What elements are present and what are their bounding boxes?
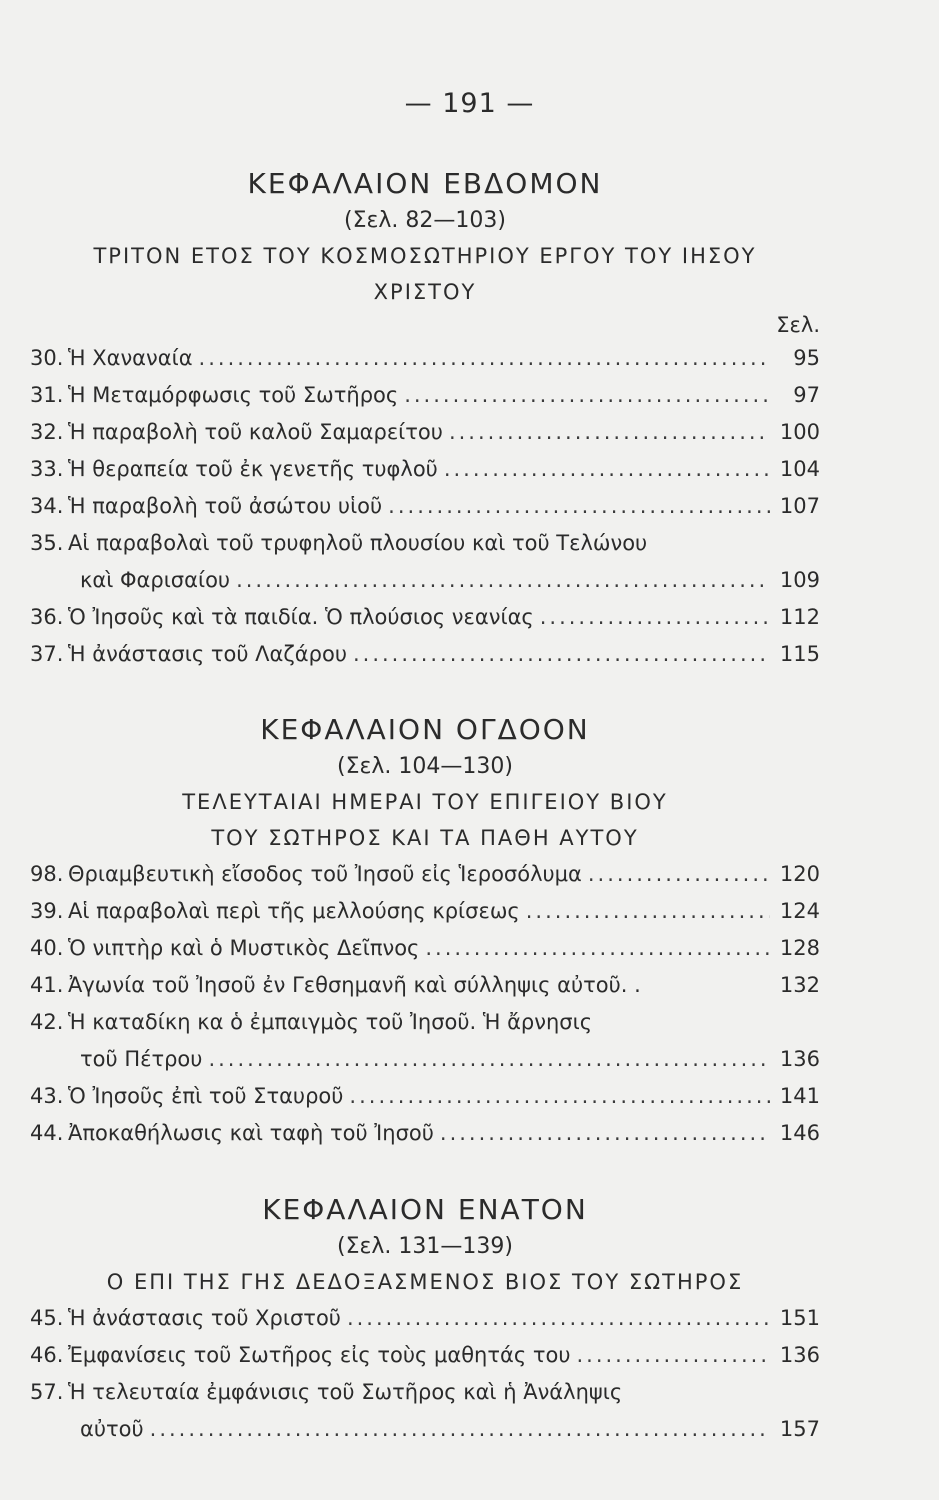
toc-entry — [30, 636, 820, 673]
entry-title: Ἡ ἀνάστασις τοῦ Λαζάρου — [68, 642, 347, 666]
dot-leader — [444, 451, 770, 488]
chapter-subtitle: Ο ΕΠΙ ΤΗΣ ΓΗΣ ΔΕΔΟΞΑΣΜΕΝΟΣ ΒΙΟΣ ΤΟΥ ΣΩΤΗΡΟΣ — [106, 1270, 744, 1294]
entry-number: 33. — [30, 457, 64, 481]
toc-entry — [30, 377, 820, 414]
chapter-subtitle: ΤΡΙΤΟΝ ΕΤΟΣ ΤΟΥ ΚΟΣΜΟΣΩΤΗΡΙΟΥ ΕΡΓΟΥ ΤΟΥ ΙΗΣΟΥ — [93, 244, 757, 268]
entry-title: Ἀγωνία τοῦ Ἰησοῦ ἐν Γεθσημανῆ καὶ σύλληψις αὐτοῦ. . — [68, 973, 641, 997]
entry-page: 151 — [779, 1306, 820, 1330]
entry-title: Ἡ παραβολὴ τοῦ ἀσώτου υἱοῦ — [68, 494, 383, 518]
entry-title: Ὁ Ἰησοῦς καὶ τὰ παιδία. Ὁ πλούσιος νεανίας — [68, 605, 534, 629]
entry-title: Ἡ τελευταία ἐμφάνισις τοῦ Σωτῆρος καὶ ἡ Ἀνάληψις — [68, 1380, 623, 1404]
toc-entry — [30, 893, 820, 930]
entry-title: Ὁ Ἰησοῦς ἐπὶ τοῦ Σταυροῦ — [68, 1084, 344, 1108]
entry-page: 115 — [779, 642, 820, 666]
toc-entry — [30, 599, 820, 636]
entry-page: 136 — [779, 1047, 820, 1071]
entry-title: Ἀποκαθήλωσις καὶ ταφὴ τοῦ Ἰησοῦ — [68, 1121, 434, 1145]
entry-title: Ὁ νιπτὴρ καὶ ὁ Μυστικὸς Δεῖπνος — [68, 936, 420, 960]
entry-number: 42. — [30, 1010, 64, 1034]
dot-leader — [440, 1115, 770, 1152]
toc-entry-continuation — [30, 1411, 820, 1448]
entry-page: 157 — [779, 1417, 820, 1441]
entry-title: Ἐμφανίσεις τοῦ Σωτῆρος εἰς τοὺς μαθητάς του — [68, 1343, 571, 1367]
toc-entry — [30, 1337, 820, 1374]
entry-title: Αἱ παραβολαὶ τοῦ τρυφηλοῦ πλουσίου καὶ τοῦ Τελώνου — [68, 531, 648, 555]
dot-leader — [236, 562, 770, 599]
entry-page: 128 — [779, 936, 820, 960]
dot-leader — [425, 930, 770, 967]
entry-number: 31. — [30, 383, 64, 407]
entry-title: καὶ Φαρισαίου — [80, 568, 231, 592]
entry-title: Ἡ Χαναναία — [68, 346, 193, 370]
entry-number: 46. — [30, 1343, 64, 1367]
toc-entry-continuation — [30, 562, 820, 599]
entry-title: Ἡ θεραπεία τοῦ ἐκ γενετῆς τυφλοῦ — [68, 457, 438, 481]
entry-page: 100 — [779, 420, 820, 444]
chapter-seventh — [30, 164, 820, 673]
entry-title: τοῦ Πέτρου — [80, 1047, 203, 1071]
entry-number: 37. — [30, 642, 64, 666]
entry-number: 30. — [30, 346, 64, 370]
entry-page: 112 — [779, 605, 820, 629]
entry-page: 97 — [793, 383, 820, 407]
dot-leader — [540, 599, 770, 636]
toc-entry — [30, 1004, 820, 1041]
dot-leader — [388, 488, 770, 525]
toc-entry — [30, 1115, 820, 1152]
entry-number: 39. — [30, 899, 64, 923]
chapter-page-range: (Σελ. 104—130) — [337, 754, 513, 779]
dot-leader — [588, 856, 770, 893]
page-number: — 191 — — [404, 88, 535, 119]
toc-entry — [30, 340, 820, 377]
dot-leader — [349, 1078, 770, 1115]
chapter-subtitle: ΤΟΥ ΣΩΤΗΡΟΣ ΚΑΙ ΤΑ ΠΑΘΗ ΑΥΤΟΥ — [211, 826, 639, 850]
dot-leader — [208, 1041, 770, 1078]
entry-title: Θριαμβευτικὴ εἴσοδος τοῦ Ἰησοῦ εἰς Ἱεροσόλυμα — [68, 862, 582, 886]
entry-page: 107 — [779, 494, 820, 518]
chapter-title: ΚΕΦΑΛΑΙΟΝ ΕΒΔΟΜΟΝ — [247, 167, 603, 200]
entry-page: 124 — [779, 899, 820, 923]
entry-title: Ἡ Μεταμόρφωσις τοῦ Σωτῆρος — [68, 383, 399, 407]
entry-number: 36. — [30, 605, 64, 629]
entry-number: 57. — [30, 1380, 64, 1404]
entry-number: 34. — [30, 494, 64, 518]
toc-entry — [30, 414, 820, 451]
toc-entry — [30, 1374, 820, 1411]
entry-number: 43. — [30, 1084, 64, 1108]
entry-page: 146 — [779, 1121, 820, 1145]
entry-number: 35. — [30, 531, 64, 555]
chapter-title: ΚΕΦΑΛΑΙΟΝ ΟΓΔΟΟΝ — [260, 713, 590, 746]
chapter-page-range: (Σελ. 131—139) — [337, 1234, 513, 1259]
dot-leader — [347, 1300, 770, 1337]
page-column-header: Σελ. — [776, 313, 820, 337]
chapter-subtitle: ΧΡΙΣΤΟΥ — [373, 280, 477, 304]
dot-leader — [404, 377, 770, 414]
dot-leader — [199, 340, 770, 377]
entry-page: 95 — [793, 346, 820, 370]
entry-number: 40. — [30, 936, 64, 960]
entry-page: 104 — [779, 457, 820, 481]
entry-number: 45. — [30, 1306, 64, 1330]
chapter-title: ΚΕΦΑΛΑΙΟΝ ΕΝΑΤΟΝ — [262, 1193, 588, 1226]
toc-entry — [30, 525, 820, 562]
entry-title: Αἱ παραβολαὶ περὶ τῆς μελλούσης κρίσεως — [68, 899, 520, 923]
entry-number: 41. — [30, 973, 64, 997]
chapter-eighth — [30, 710, 820, 1152]
toc-entry-continuation — [30, 1041, 820, 1078]
entry-page: 136 — [779, 1343, 820, 1367]
toc-entry — [30, 488, 820, 525]
toc-entry — [30, 451, 820, 488]
toc-entry — [30, 856, 820, 893]
dot-leader — [353, 636, 770, 673]
entry-page: 109 — [779, 568, 820, 592]
entry-page: 120 — [779, 862, 820, 886]
entry-number: 44. — [30, 1121, 64, 1145]
dot-leader — [449, 414, 770, 451]
dot-leader — [526, 893, 770, 930]
chapter-ninth — [30, 1190, 820, 1448]
chapter-page-range: (Σελ. 82—103) — [344, 208, 506, 233]
entry-title: Ἡ ἀνάστασις τοῦ Χριστοῦ — [68, 1306, 341, 1330]
entry-page: 141 — [779, 1084, 820, 1108]
entry-title: Ἡ καταδίκη κα ὁ ἐμπαιγμὸς τοῦ Ἰησοῦ. Ἡ ἄρνησις — [68, 1010, 593, 1034]
toc-entry — [30, 930, 820, 967]
dot-leader — [150, 1411, 770, 1448]
chapter-subtitle: ΤΕΛΕΥΤΑΙΑΙ ΗΜΕΡΑΙ ΤΟΥ ΕΠΙΓΕΙΟΥ ΒΙΟΥ — [182, 790, 668, 814]
entry-number: 98. — [30, 862, 64, 886]
toc-entry — [30, 1300, 820, 1337]
entry-title: αὐτοῦ — [80, 1417, 144, 1441]
entry-page: 132 — [779, 973, 820, 997]
toc-entry — [30, 967, 820, 1004]
entry-title: Ἡ παραβολὴ τοῦ καλοῦ Σαμαρείτου — [68, 420, 443, 444]
entry-number: 32. — [30, 420, 64, 444]
dot-leader — [576, 1337, 770, 1374]
toc-entry — [30, 1078, 820, 1115]
